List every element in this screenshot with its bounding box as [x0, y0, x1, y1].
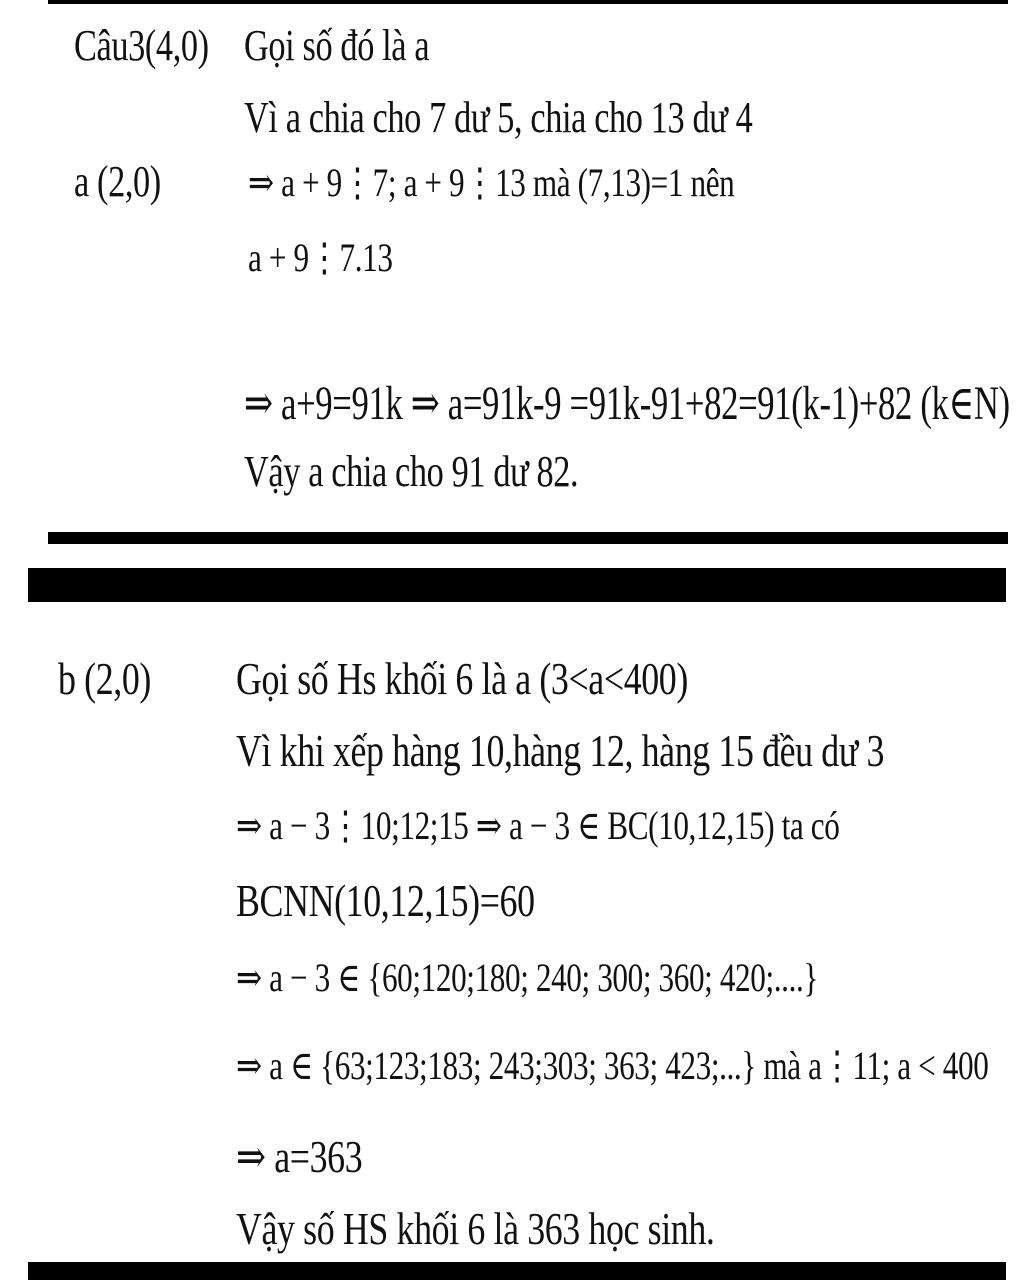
part-a-label: a (2,0) [74, 157, 161, 206]
part-b-line-8: Vậy số HS khối 6 là 363 học sinh. [236, 1203, 715, 1254]
part-b-line-7: ⇒ a=363 [236, 1131, 363, 1182]
part-b-line-6: ⇒ a ∈ {63;123;183; 243;303; 363; 423;...} mà a⋮11; a < 400 [236, 1043, 989, 1088]
part-b-line-4: BCNN(10,12,15)=60 [236, 875, 535, 926]
part-b-line-5: ⇒ a − 3 ∈ {60;120;180; 240; 300; 360; 420;....} [236, 955, 818, 1000]
part-b-line-1: Gọi số Hs khối 6 là a (3<a<400) [236, 653, 688, 704]
part-a-line-6: Vậy a chia cho 91 dư 82. [244, 447, 579, 496]
separator-thin [48, 532, 1008, 544]
part-a-line-3: ⇒ a + 9⋮7; a + 9⋮13 mà (7,13)=1 nên [248, 160, 735, 205]
part-a-line-5: ⇒ a+9=91k ⇒ a=91k-9 =91k-91+82=91(k-1)+82 (k∈N) [244, 377, 1010, 430]
part-a-line-2: Vì a chia cho 7 dư 5, chia cho 13 dư 4 [244, 93, 753, 142]
part-b-line-3: ⇒ a − 3⋮10;12;15 ⇒ a − 3 ∈ BC(10,12,15) ta có [236, 803, 840, 848]
part-b-line-2: Vì khi xếp hàng 10,hàng 12, hàng 15 đều dư 3 [236, 725, 885, 776]
part-a-line-1: Gọi số đó là a [244, 21, 430, 70]
part-a-line-4: a + 9⋮7.13 [248, 235, 393, 280]
part-b-label: b (2,0) [58, 653, 151, 704]
top-rule [48, 0, 1008, 4]
question-label: Câu3(4,0) [74, 21, 209, 70]
bottom-rule [28, 1262, 1006, 1280]
separator-thick [28, 568, 1006, 602]
